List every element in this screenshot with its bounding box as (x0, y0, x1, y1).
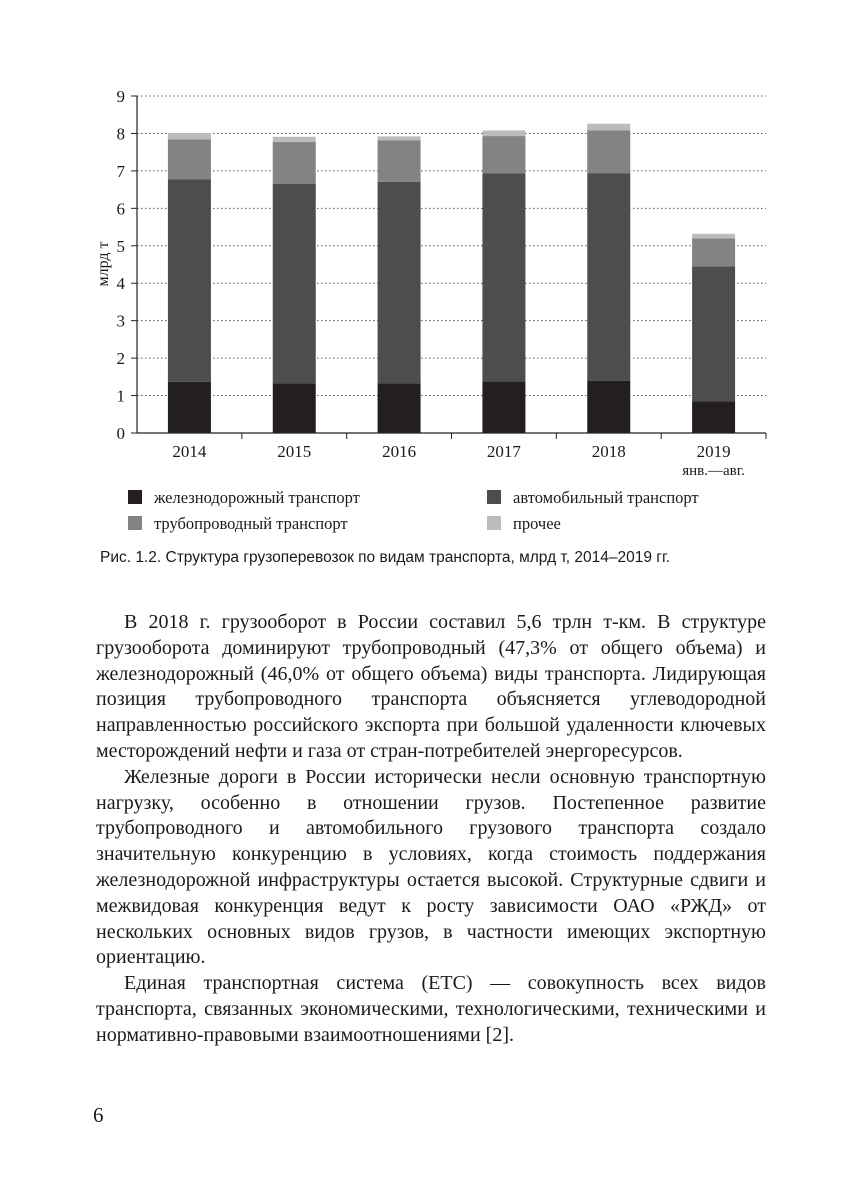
bar-segment (482, 381, 525, 433)
x-tick-label: 2014 (172, 442, 207, 461)
bar-segment (482, 136, 525, 173)
legend-label: прочее (513, 514, 561, 533)
legend-label: автомобильный транспорт (513, 488, 699, 507)
y-tick-label: 4 (116, 274, 125, 294)
y-tick-label: 2 (116, 349, 125, 369)
bar-segment (168, 139, 211, 179)
legend-label: железнодорожный транспорт (154, 488, 360, 507)
bar-segment (378, 140, 421, 182)
bar-segment (168, 382, 211, 433)
bar-segment (378, 182, 421, 383)
legend-label: трубопроводный транспорт (154, 514, 348, 533)
y-tick-label: 5 (116, 236, 125, 256)
bar-segment (587, 124, 630, 131)
bar-segment (378, 383, 421, 433)
paragraph-3: Единая транспортная система (ЕТС) — совокупность всех видов транспорта, связанных экономическими, технологическими, техническими и нормативно-правовыми взаимоотношениями [2]. (96, 972, 766, 1046)
y-tick-label: 9 (116, 87, 125, 106)
y-tick-label: 0 (116, 424, 125, 443)
paragraph-1: В 2018 г. грузооборот в России составил 5,6 трлн т-км. В структуре грузооборота доминируют трубопроводный (47,3% от общего объема) и железнодорожный (46,0% от общего объема) виды транспорта. Лидирующая позиция трубопроводного транспорта объясняется углеводородной направленностью российского экспорта при большой удаленности ключевых месторождений нефти и газа от стран-потребителей энергоресурсов. (96, 611, 766, 762)
bar-segment (692, 402, 735, 433)
paragraph-2: Железные дороги в России исторически несли основную транспортную нагрузку, особенно в отношении грузов. Постепенное развитие трубопроводного и автомобильного грузового транспорта создало значительную конкуренцию в условиях, когда стоимость поддержания железнодорожной инфраструктуры остается высокой. Структурные сдвиги и межвидовая конкуренция ведут к росту зависимости ОАО «РЖД» от нескольких основных видов грузов, в частности имеющих экспортную ориентацию. (96, 765, 766, 969)
bar-segment (482, 130, 525, 136)
chart-legend (128, 488, 699, 533)
freight-structure-chart (0, 0, 857, 560)
chart-bars (168, 124, 735, 433)
bar-segment (378, 136, 421, 140)
legend-swatch (128, 490, 142, 504)
bar-segment (587, 173, 630, 381)
bar-segment (273, 137, 316, 142)
legend-swatch (487, 490, 501, 504)
figure-caption: Рис. 1.2. Структура грузоперевозок по видам транспорта, млрд т, 2014–2019 гг. (100, 549, 671, 566)
bar-segment (692, 234, 735, 238)
bar-segment (168, 133, 211, 139)
x-tick-label: 2019 (696, 442, 731, 461)
y-tick-label: 1 (116, 386, 125, 406)
x-tick-label: 2018 (591, 442, 626, 461)
x-tick-sublabel: янв.—авг. (682, 463, 745, 479)
y-tick-label: 6 (116, 199, 125, 219)
body-text (96, 610, 766, 1049)
bar-segment (587, 130, 630, 173)
x-tick-label: 2015 (277, 442, 312, 461)
legend-swatch (487, 516, 501, 530)
bar-segment (273, 184, 316, 384)
bar-segment (692, 266, 735, 401)
y-tick-label: 7 (116, 161, 125, 181)
legend-swatch (128, 516, 142, 530)
bar-segment (168, 180, 211, 382)
page-number: 6 (93, 1103, 104, 1127)
x-tick-label: 2016 (382, 442, 417, 461)
y-tick-label: 3 (116, 311, 125, 331)
bar-segment (273, 142, 316, 184)
bar-segment (692, 238, 735, 266)
y-tick-label: 8 (116, 124, 125, 144)
bar-segment (587, 381, 630, 433)
x-tick-label: 2017 (486, 442, 521, 461)
chart-gridlines (137, 96, 766, 396)
bar-segment (482, 174, 525, 382)
bar-segment (273, 383, 316, 433)
y-axis-label: млрд т (95, 241, 112, 287)
